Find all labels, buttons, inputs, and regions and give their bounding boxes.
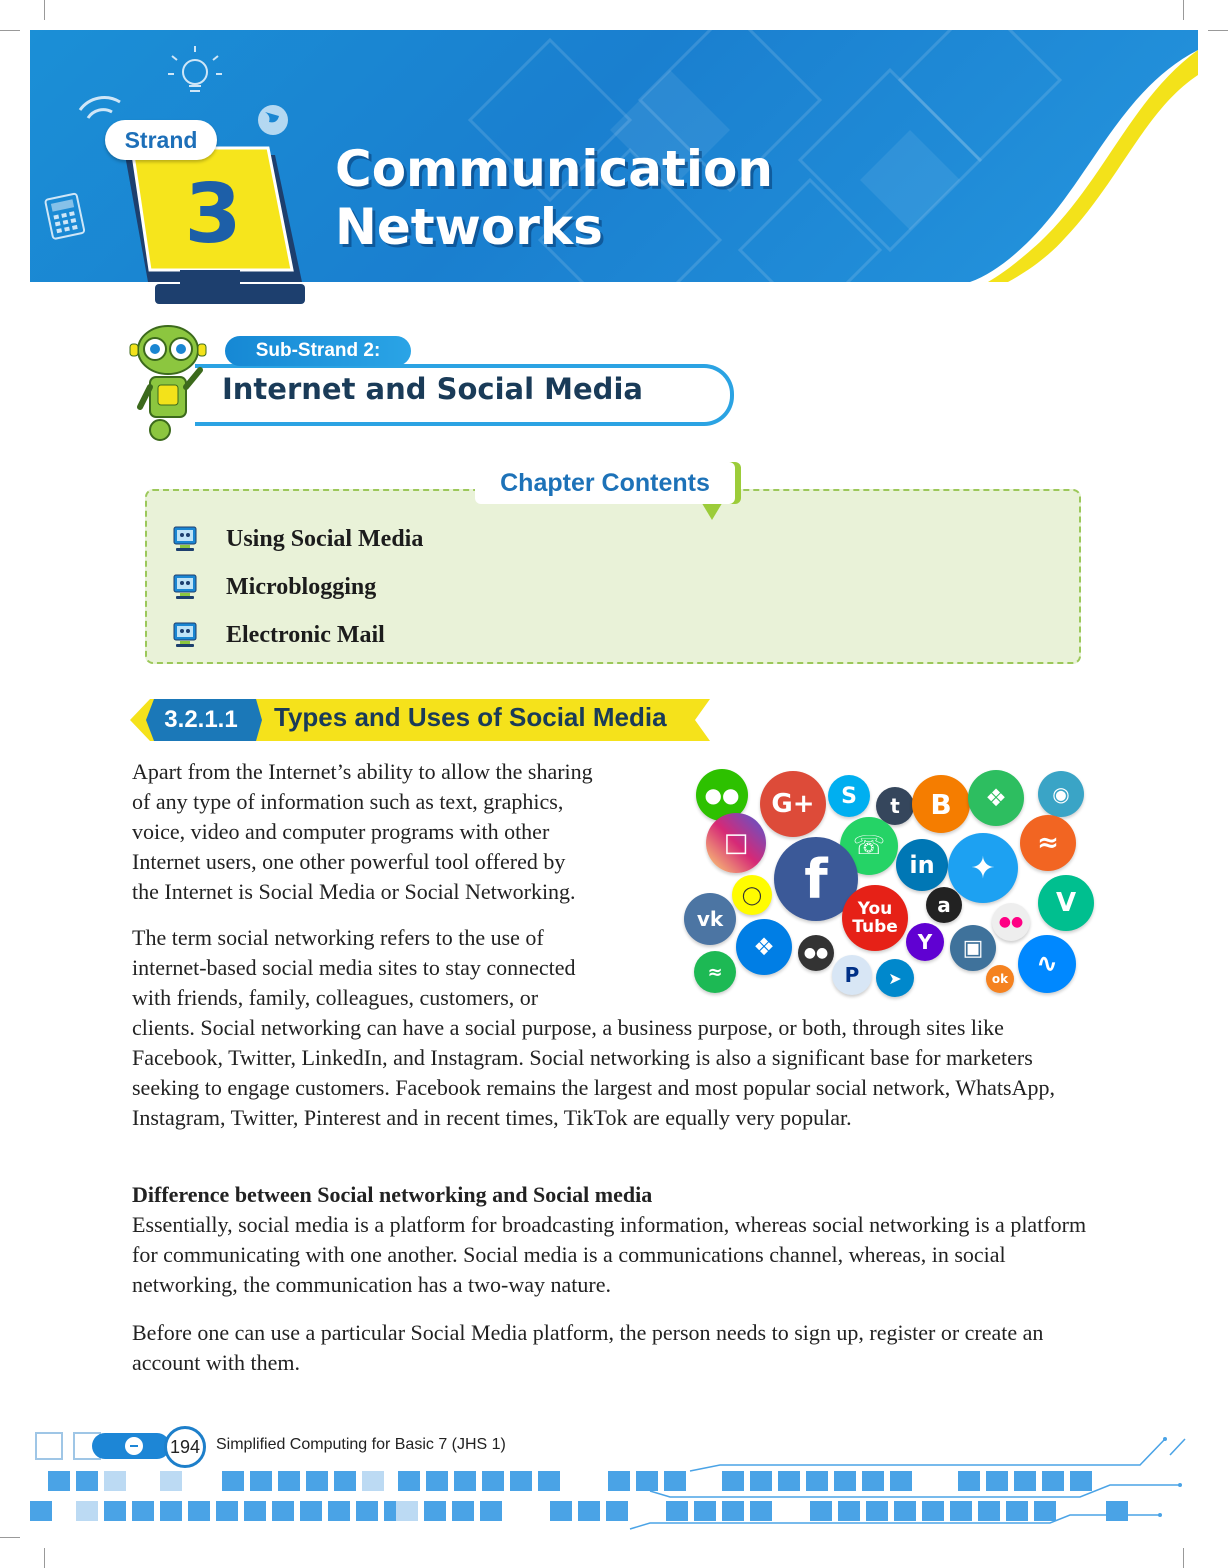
chapter-contents-heading-text: Chapter Contents [500, 468, 710, 497]
youtube-label-top: You [857, 899, 893, 919]
linkedin-label: in [909, 851, 935, 879]
crop-mark [0, 30, 20, 31]
paragraph-1 [132, 757, 593, 907]
whatsapp-icon: ☏ [840, 817, 898, 875]
contents-item-label: Electronic Mail [226, 621, 385, 648]
section-number: 3.2.1.1 [164, 706, 238, 733]
rss-icon: ≈ [1020, 815, 1076, 871]
computer-mascot-icon [170, 620, 200, 650]
twitter-icon: ✦ [948, 833, 1018, 903]
paypal-icon [832, 955, 872, 995]
crop-mark [1183, 1548, 1184, 1568]
skype-icon [828, 775, 870, 817]
shazam-icon: ∿ [1018, 935, 1076, 993]
chapter-contents-heading [475, 462, 735, 504]
substrand-title: Internet and Social Media [222, 372, 643, 406]
amazon-icon [926, 887, 962, 923]
section-title: Types and Uses of Social Media [274, 702, 667, 732]
instagram-alt-icon: ▣ [950, 925, 996, 971]
snapchat-icon: ◯ [732, 875, 772, 915]
flickr-icon: ●● [992, 903, 1030, 941]
evernote-icon: ❖ [968, 770, 1024, 826]
paragraph-line: with friends, family, colleagues, customers, or [132, 985, 539, 1010]
wechat-icon: ●● [696, 769, 748, 821]
paragraph-line: The term social networking refers to the use of [132, 925, 544, 950]
linkedin-icon [896, 839, 948, 891]
google-plus-icon [760, 771, 826, 837]
facebook-label: f [804, 847, 828, 911]
contents-item[interactable] [170, 570, 376, 604]
social-media-icons [680, 765, 1100, 1000]
vine-label: V [1055, 888, 1077, 918]
yahoo-icon [906, 923, 944, 961]
tumblr-label: t [890, 794, 900, 818]
monitor-stand [150, 270, 310, 306]
crop-mark [44, 1548, 45, 1568]
strand-number: 3 [184, 167, 242, 262]
computer-mascot-icon [170, 572, 200, 602]
contents-item-label: Using Social Media [226, 525, 424, 552]
paragraph-2-continued: clients. Social networking can have a social purpose, a business purpose, or both, through sites like Facebook, Twitter, LinkedIn, and Instagram. Social networking is also a significant base for marketers seeking to engage customers. Facebook remains the largest and most popular social network, WhatsApp, Instagram, Twitter, Pinterest and in recent times, TikTok are equally very popular. [132, 1015, 1055, 1130]
groups-icon: ●● [798, 935, 834, 971]
paragraph-4: Before one can use a particular Social Media platform, the person needs to sign up, register or create an account with them. [132, 1320, 1044, 1375]
contents-item-label: Microblogging [226, 573, 377, 600]
contents-item[interactable] [170, 522, 423, 556]
paragraph-line: Internet users, one other powerful tool offered by [132, 849, 566, 874]
paragraph-3: Essentially, social media is a platform for broadcasting information, whereas social networking is a platform for communicating with one another. Social media is a communications channel, whereas, in social networking, the communication has a two-way nature. [132, 1212, 1087, 1297]
paragraph-2 [132, 923, 576, 1013]
contents-item[interactable] [170, 618, 385, 652]
telegram-icon: ➤ [876, 959, 914, 997]
odnoklassniki-label: ok [991, 972, 1009, 986]
skype-label: S [841, 783, 857, 809]
vk-label: vk [696, 907, 724, 931]
book-title: Simplified Computing for Basic 7 (JHS 1) [216, 1436, 506, 1453]
dropbox-icon: ❖ [736, 919, 792, 975]
periscope-icon: ◉ [1038, 771, 1084, 817]
difference-heading: Difference between Social networking and Social media [132, 1182, 653, 1207]
title-line-1: Communication [335, 140, 773, 198]
blogger-icon [912, 775, 970, 833]
yahoo-label: Y [917, 930, 933, 954]
crop-mark [1208, 30, 1228, 31]
blogger-label: B [930, 787, 952, 821]
paragraph-line: of any type of information such as text, graphics, [132, 789, 564, 814]
odnoklassniki-icon [986, 965, 1014, 993]
page-title [335, 140, 773, 256]
vk-icon [684, 893, 736, 945]
paragraph-line: internet-based social media sites to stay connected [132, 955, 576, 980]
robot-mascot-icon [128, 322, 208, 447]
computer-mascot-icon [170, 524, 200, 554]
youtube-icon [842, 885, 908, 951]
amazon-label: a [937, 893, 951, 917]
page-number: 194 [164, 1426, 206, 1468]
google-plus-label: G+ [771, 789, 815, 819]
paragraph-line: Apart from the Internet’s ability to allow the sharing [132, 759, 593, 784]
substrand-label: Sub-Strand 2: [225, 336, 411, 366]
paragraph-line: the Internet is Social Media or Social Networking. [132, 879, 576, 904]
paypal-label: P [844, 963, 860, 987]
title-line-2: Networks [335, 198, 603, 256]
crop-mark [0, 1537, 20, 1538]
instagram-icon: □ [706, 813, 766, 873]
vine-icon [1038, 875, 1094, 931]
paragraph-line: voice, video and computer programs with other [132, 819, 550, 844]
strand-label: Strand [105, 120, 217, 160]
crop-mark [1183, 0, 1184, 20]
spotify-icon: ≈ [694, 951, 736, 993]
crop-mark [44, 0, 45, 20]
youtube-label-bottom: Tube [852, 917, 898, 937]
